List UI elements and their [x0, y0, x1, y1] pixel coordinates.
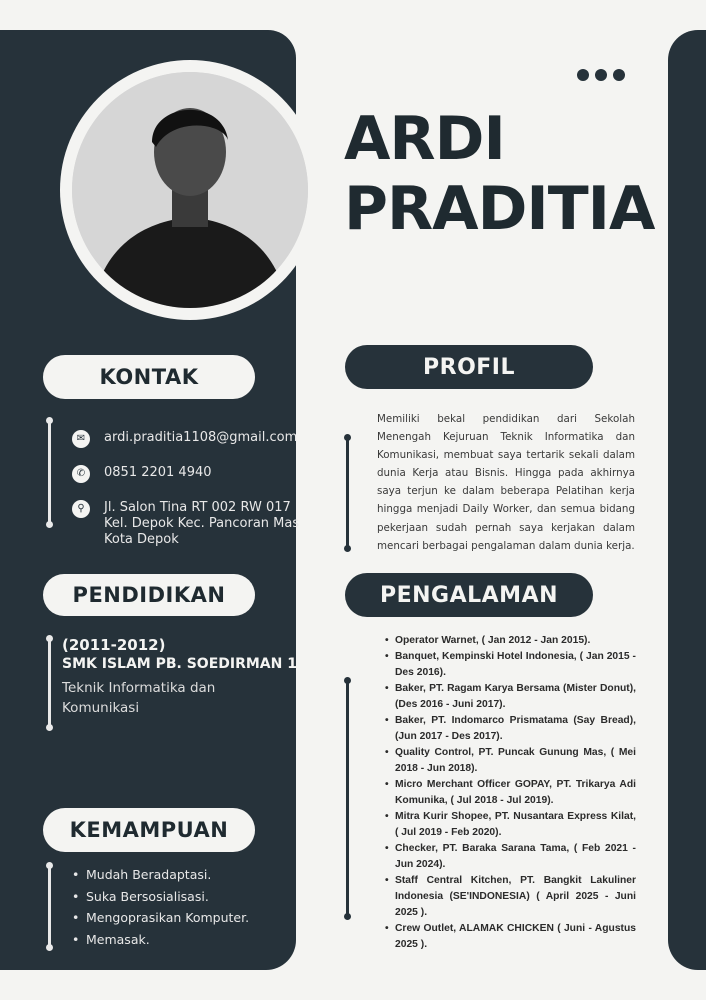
education-years: (2011-2012)	[62, 636, 166, 654]
experience-item: • Micro Merchant Officer GOPAY, PT. Trikarya Adi Komunika, ( Jul 2018 - Jul 2019).	[385, 777, 636, 809]
contact-address	[72, 500, 299, 548]
skill-item: • Mudah Beradaptasi.	[72, 864, 249, 886]
contact-phone	[72, 465, 212, 483]
profile-photo	[72, 72, 308, 308]
contact-timeline	[48, 420, 51, 525]
experience-item: • Baker, PT. Ragam Karya Bersama (Mister Donut), (Des 2016 - Juni 2017).	[385, 681, 636, 713]
experience-item: • Checker, PT. Baraka Sarana Tama, ( Feb 2021 - Jun 2024).	[385, 841, 636, 873]
experience-item: • Baker, PT. Indomarco Prismatama (Say Bread), (Jun 2017 - Des 2017).	[385, 713, 636, 745]
experience-item: • Quality Control, PT. Puncak Gunung Mas, ( Mei 2018 - Jun 2018).	[385, 745, 636, 777]
experience-item: • Crew Outlet, ALAMAK CHICKEN ( Juni - Agustus 2025 ).	[385, 921, 636, 953]
skill-item: • Suka Bersosialisasi.	[72, 886, 249, 908]
experience-item: • Banquet, Kempinski Hotel Indonesia, ( Jan 2015 - Des 2016).	[385, 649, 636, 681]
address-line: Kota Depok	[104, 532, 179, 547]
phone-text: 0851 2201 4940	[104, 465, 212, 480]
skills-heading: KEMAMPUAN	[43, 808, 255, 852]
major	[62, 678, 297, 718]
profile-timeline	[346, 437, 349, 549]
skill-item: • Mengoprasikan Komputer.	[72, 907, 249, 929]
profile-heading: PROFIL	[345, 345, 593, 389]
education-heading: PENDIDIKAN	[43, 574, 255, 616]
experience-item: • Operator Warnet, ( Jan 2012 - Jan 2015).	[385, 633, 636, 649]
major-line: Teknik Informatika dan	[62, 680, 216, 696]
experience-heading: PENGALAMAN	[345, 573, 593, 617]
address-line: Jl. Salon Tina RT 002 RW 017	[104, 500, 291, 515]
education-timeline	[48, 638, 51, 728]
experience-item: • Staff Central Kitchen, PT. Bangkit Lakuliner Indonesia (SE'INDONESIA) ( April 2025 - Juni 2025 ).	[385, 873, 636, 921]
experience-timeline	[346, 680, 349, 917]
email-icon: ✉	[72, 430, 90, 448]
phone-icon: ✆	[72, 465, 90, 483]
email-text: ardi.praditia1108@gmail.com	[104, 430, 298, 445]
full-name	[344, 104, 654, 244]
address-line: Kel. Depok Kec. Pancoran Mas	[104, 516, 300, 531]
skill-item: • Memasak.	[72, 929, 249, 951]
major-line: Komunikasi	[62, 700, 140, 716]
education-entry	[62, 636, 297, 718]
right-decor-strip	[668, 30, 706, 970]
last-name: PRADITIA	[344, 174, 655, 244]
skills-list	[72, 864, 249, 950]
skills-timeline	[48, 865, 51, 948]
experience-list	[385, 633, 636, 953]
location-pin-icon: ⚲	[72, 500, 90, 518]
three-dots-icon	[577, 69, 625, 81]
contact-email	[72, 430, 297, 448]
first-name: ARDI	[344, 104, 505, 174]
school-name: SMK ISLAM PB. SOEDIRMAN 1	[62, 656, 297, 672]
experience-item: • Mitra Kurir Shopee, PT. Nusantara Express Kilat, ( Jul 2019 - Feb 2020).	[385, 809, 636, 841]
contact-heading: KONTAK	[43, 355, 255, 399]
profile-text: Memiliki bekal pendidikan dari Sekolah Menengah Kejuruan Teknik Informatika dan Komunikasi, membuat saya tertarik sekali dalam dunia Kerja atau Bisnis. Hingga pada akhirnya saya terjun ke dalam beberapa Pelatihan kerja hingga menjadi Daily Worker, dan semua bidang pekerjaan sudah pernah saya kerjakan dalam mencari berbagai pengalaman dalam dunia kerja.	[377, 413, 635, 552]
